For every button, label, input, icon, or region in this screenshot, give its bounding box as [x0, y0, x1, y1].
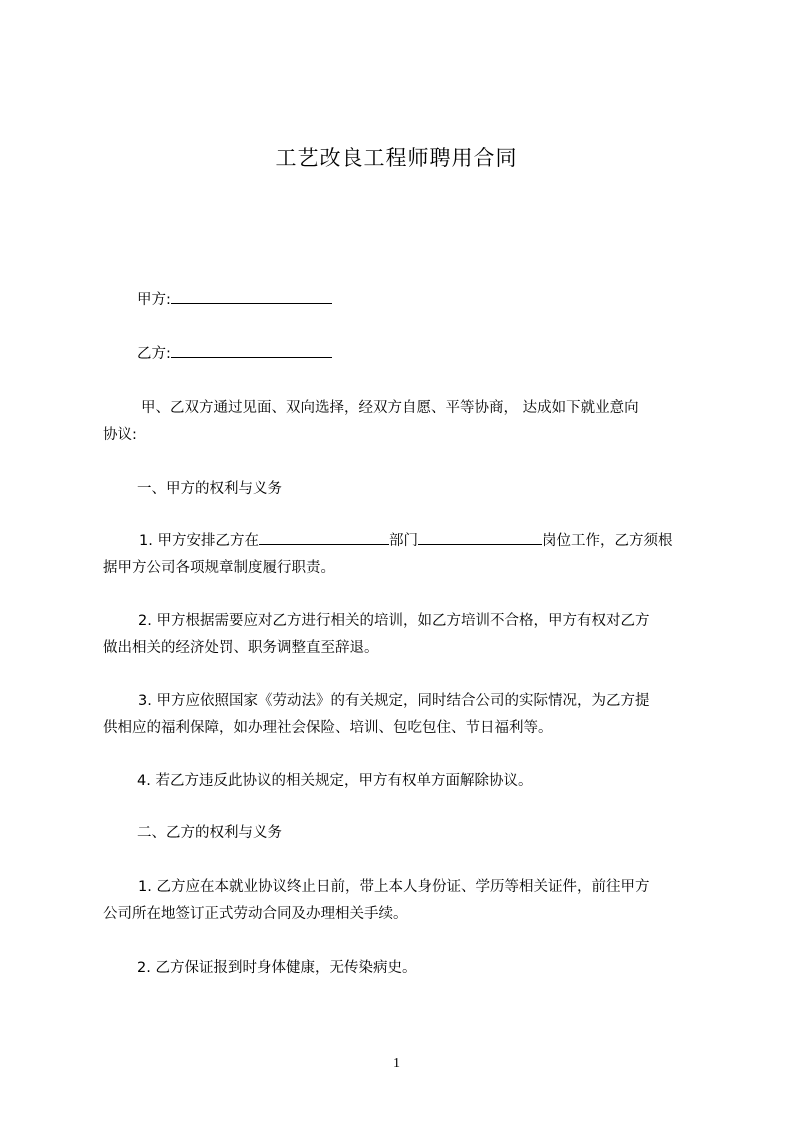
s1-item3-line-1: 3. 甲方应依照国家《劳动法》的有关规定，同时结合公司的实际情况，为乙方提 [138, 693, 650, 709]
party-b-label: 乙方: [137, 346, 171, 362]
party-a-label: 甲方: [137, 292, 171, 308]
s1-item1-suffix: 岗位工作，乙方须根 [541, 533, 673, 549]
s1-item2-line-2: 做出相关的经济处罚、职务调整直至辞退。 [103, 640, 379, 656]
position-blank[interactable] [418, 530, 542, 545]
s1-item1-mid: 部门 [388, 533, 418, 549]
s2-item1-line-1: 1. 乙方应在本就业协议终止日前，带上本人身份证、学历等相关证件，前往甲方 [138, 879, 650, 895]
party-b-blank[interactable] [171, 343, 332, 358]
section-1-heading: 一、甲方的权利与义务 [137, 481, 282, 497]
intro-line-1: 甲、乙双方通过见面、双向选择，经双方自愿、平等协商， 达成如下就业意向 [141, 400, 639, 416]
party-b-line [137, 341, 737, 368]
s1-item1-line-1 [139, 528, 739, 555]
page-number: 1 [393, 1056, 400, 1071]
department-blank[interactable] [259, 530, 389, 545]
s1-item1-prefix: 1. 甲方安排乙方在 [139, 533, 259, 549]
section-2-heading: 二、乙方的权利与义务 [137, 825, 282, 841]
party-a-line [137, 287, 737, 314]
party-a-blank[interactable] [171, 289, 332, 304]
s2-item2-line-1: 2. 乙方保证报到时身体健康，无传染病史。 [137, 960, 417, 976]
s2-item1-line-2: 公司所在地签订正式劳动合同及办理相关手续。 [103, 906, 408, 922]
document-title: 工艺改良工程师聘用合同 [275, 146, 518, 170]
s1-item1-line-2: 据甲方公司各项规章制度履行职责。 [103, 560, 335, 576]
s1-item2-line-1: 2. 甲方根据需要应对乙方进行相关的培训，如乙方培训不合格，甲方有权对乙方 [138, 613, 650, 629]
intro-line-2: 协议: [103, 427, 137, 443]
s1-item4-line-1: 4. 若乙方违反此协议的相关规定，甲方有权单方面解除协议。 [137, 773, 533, 789]
s1-item3-line-2: 供相应的福利保障，如办理社会保险、培训、包吃包住、节日福利等。 [103, 720, 553, 736]
